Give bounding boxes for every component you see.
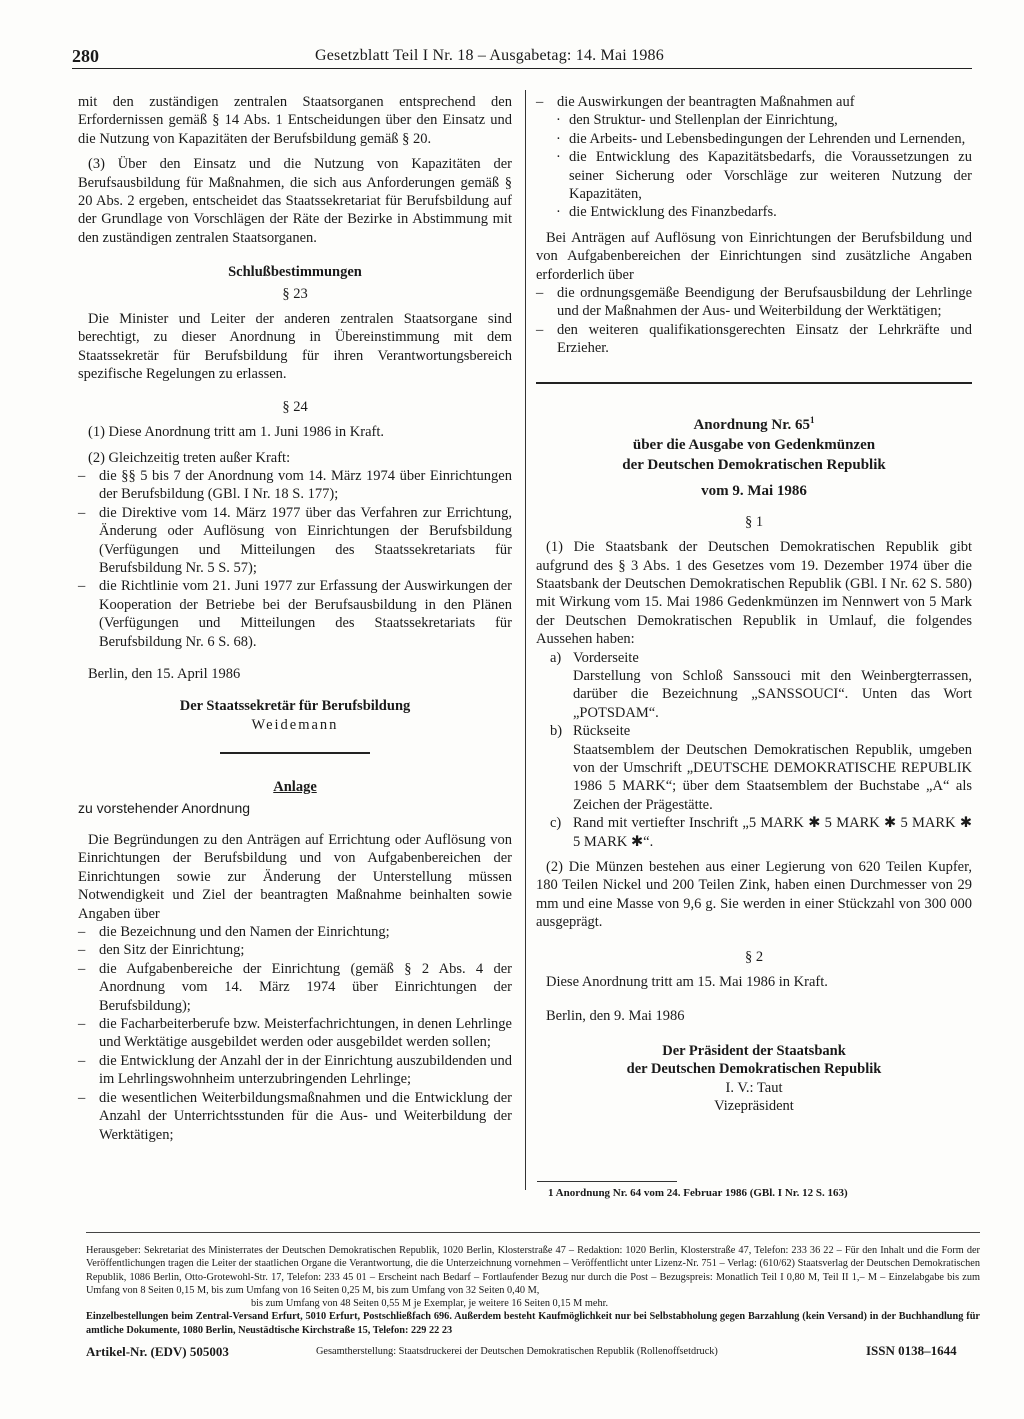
item-label: a) — [550, 649, 562, 666]
issn: ISSN 0138–1644 — [866, 1343, 957, 1358]
separator-rule — [536, 382, 972, 384]
sub-list-item: · die Entwicklung des Kapazitätsbedarfs, die Voraussetzungen zu seiner Sicherung oder Vorschläge zur weiteren Nutzung der Kapazitäten, — [536, 148, 972, 203]
signer-title: Der Präsident der Staatsbank — [662, 1042, 846, 1059]
signer-name: I. V.: Taut — [725, 1079, 783, 1096]
list-item — [536, 814, 972, 851]
paragraph: (1) Die Staatsbank der Deutschen Demokratischen Republik gibt aufgrund des § 3 Abs. 1 des Gesetzes vom 19. Dezember 1974 über die Staatsbank der Deutschen Demokratischen Republik (GBl. I Nr. 62 S. 580) mit Wirkung vom 15. Mai 1986 Gedenkmünzen im Nennwert von 5 Mark der Deutschen Demokratischen Republik in Umlauf, die folgendes Aussehen haben: — [536, 539, 972, 648]
paragraph: mit den zuständigen zentralen Staatsorganen entsprechend den Erfordernissen gemäß § 14 Abs. 1 Entscheidungen über den Einsatz und die Nutzung von Kapazitäten der Berufsbildung gemäß § 20. — [78, 94, 512, 147]
signer-name: Weidemann — [251, 716, 339, 733]
ordinance-date: vom 9. Mai 1986 — [701, 482, 807, 499]
place-date: Berlin, den 9. Mai 1986 — [546, 1008, 685, 1025]
signer-role: Vizepräsident — [714, 1098, 794, 1115]
article-number: Artikel-Nr. (EDV) 505003 — [86, 1344, 229, 1359]
list-item: – die Entwicklung der Anzahl der in der Einrichtung auszubildenden und im Lehrlingswohnheim unterzubringenden Lehrlinge; — [78, 1052, 512, 1089]
imprint-text: Herausgeber: Sekretariat des Ministerrates der Deutschen Demokratischen Republik, 1020 Berlin, Klosterstraße 47 – Redaktion: 1020 Berlin, Klosterstraße 47, Telefon: 233 36 22 – Für den Inhalt und die Form der Veröffentlichungen tragen die Leiter der staatlichen Organe die Verantwortung, die die Unterzeichnung vornehmen – Veröffentlicht unter Lizenz-Nr. 751 – Verlag: (610/62) Staatsverlag der Deutschen Demokratischen Republik, 1086 Berlin, Otto-Grotewohl-Str. 17, Telefon: 233 45 01 – Erscheint nach Bedarf – Fortlaufender Bezug nur durch die Post – Bezugspreis: Monatlich Teil I 0,80 M, Teil II 1,– M – Einzelabgabe bis zum Umfang von 8 Seiten 0,15 M, bis zum Umfang von 16 Seiten 0,25 M, bis zum Umfang von 32 Seiten 0,40 M, — [86, 1245, 980, 1296]
printer-note: Gesamtherstellung: Staatsdruckerei der Deutschen Demokratischen Republik (Rollenoffsetdruck) — [316, 1346, 718, 1357]
ordinance-title — [536, 410, 972, 435]
footnote-rule — [537, 1181, 677, 1182]
list-item: – die Bezeichnung und den Namen der Einrichtung; — [78, 923, 512, 941]
running-header: Gesetzblatt Teil I Nr. 18 – Ausgabetag: 14. Mai 1986 — [315, 47, 664, 64]
item-text: Rand mit vertiefter Inschrift „5 MARK ✱ 5 MARK ✱ 5 MARK ✱ 5 MARK ✱“. — [573, 815, 972, 850]
item-text: Staatsemblem der Deutschen Demokratischen Republik, umgeben von der Umschrift „DEUTSCHE DEMOKRATISCHE REPUBLIK 1986 5 MARK“; über dem Staatsemblem der Buchstabe „A“ als Zeichen der Prägestätte. — [573, 741, 972, 813]
paragraph: Bei Anträgen auf Auflösung von Einrichtungen der Berufsbildung und von Aufgabenbereichen der Einrichtungen sind zusätzliche Angaben erforderlich über — [536, 229, 972, 283]
imprint-rule — [86, 1232, 980, 1233]
list-item: – die ordnungsgemäße Beendigung der Berufsausbildung der Lehrlinge und der Maßnahmen der Aus- und Weiterbildung der Werktätigen; — [536, 284, 972, 321]
separator-rule — [220, 752, 370, 754]
right-column — [536, 93, 972, 1115]
item-heading: Vorderseite — [573, 649, 639, 666]
ordinance-title: über die Ausgabe von Gedenkmünzen — [632, 436, 876, 453]
annex-heading: Anlage — [273, 779, 317, 796]
list-item: – die Richtlinie vom 21. Juni 1977 zur Erfassung der Auswirkungen der Kooperation der Betriebe bei der Berufsausbildung in den Plänen (Verfügungen und Mitteilungen des Staatssekretariats für Berufsbildung Nr. 6 S. 68). — [78, 577, 512, 651]
paragraph: (2) Gleichzeitig treten außer Kraft: — [88, 449, 291, 466]
paragraph: (2) Die Münzen bestehen aus einer Legierung von 620 Teilen Kupfer, 180 Teilen Nickel und 200 Teilen Zink, haben einen Durchmesser von 29 mm und eine Masse von 9,6 g. Sie werden in einer Stückzahl von 300 000 ausgeprägt. — [536, 859, 972, 931]
item-label: c) — [550, 815, 562, 832]
sub-list-item: · die Arbeits- und Lebensbedingungen der Lehrenden und Lernenden, — [536, 130, 972, 148]
signer-title: der Deutschen Demokratischen Republik — [626, 1061, 882, 1078]
paragraph: Diese Anordnung tritt am 15. Mai 1986 in Kraft. — [546, 974, 828, 991]
ordinance-title: der Deutschen Demokratischen Republik — [622, 456, 886, 473]
section-heading: Schlußbestimmungen — [228, 264, 362, 281]
sub-list-item: · die Entwicklung des Finanzbedarfs. — [536, 203, 972, 221]
page-number: 280 — [72, 46, 99, 66]
annex-subtitle: zu vorstehender Anordnung — [78, 799, 251, 816]
sub-list-item: · den Struktur- und Stellenplan der Einrichtung, — [536, 111, 972, 129]
footnote: 1 Anordnung Nr. 64 vom 24. Februar 1986 (GBl. I Nr. 12 S. 163) — [548, 1187, 848, 1199]
list-item — [536, 649, 972, 723]
list-item: – die wesentlichen Weiterbildungsmaßnahmen und die Entwicklung der Anzahl der Unterrichtsstunden für die Aus- und Weiterbildung der Werktätigen; — [78, 1089, 512, 1144]
paragraph: Die Begründungen zu den Anträgen auf Errichtung oder Auflösung von Einrichtungen der Berufsbildung und von Aufgabenbereichen der Einrichtungen sowie zur Änderung der Unterstellung müssen Notwendigkeit und Ziel der beantragten Maßnahme beinhalten sowie Angaben über — [78, 832, 512, 922]
imprint — [86, 1244, 980, 1337]
paragraph: Die Minister und Leiter der anderen zentralen Staatsorgane sind berechtigt, zu dieser Anordnung in Übereinstimmung mit dem Staatssekretär für Berufsbildung für ihren Verantwortungsbereich spezifische Regelungen zu erlassen. — [78, 311, 512, 383]
column-divider — [525, 90, 526, 1190]
list-item — [536, 722, 972, 814]
imprint-text: Einzelbestellungen beim Zentral-Versand Erfurt, 5010 Erfurt, Postschließfach 696. Außerdem besteht Kaufmöglichkeit nur bei Selbstabholung gegen Barzahlung (kein Versand) in der Buchhandlung für amtliche Dokumente, 1080 Berlin, Neustädtische Kirchstraße 15, Telefon: 229 22 23 — [86, 1311, 980, 1336]
list-item: – die Facharbeiterberufe bzw. Meisterfachrichtungen, in denen Lehrlinge und Werktätige ausgebildet werden oder ausgebildet werden sollen; — [78, 1015, 512, 1052]
place-date: Berlin, den 15. April 1986 — [88, 665, 241, 682]
item-label: b) — [550, 723, 563, 740]
section-number: § 24 — [282, 398, 308, 415]
paragraph: (1) Diese Anordnung tritt am 1. Juni 1986 in Kraft. — [88, 424, 384, 441]
section-number: § 1 — [744, 513, 764, 530]
left-column — [78, 93, 512, 1144]
section-number: § 23 — [282, 285, 308, 302]
list-item: – die §§ 5 bis 7 der Anordnung vom 14. März 1974 über Einrichtungen der Berufsbildung (GBl. I Nr. 18 S. 177); — [78, 467, 512, 504]
item-text: Darstellung von Schloß Sanssouci mit den Weinbergterrassen, darüber die Bezeichnung „SANSSOUCI“. Unten das Wort „POTSDAM“. — [573, 667, 972, 721]
list-item: – die Auswirkungen der beantragten Maßnahmen auf — [536, 93, 972, 111]
list-item: – die Direktive vom 14. März 1977 über das Verfahren zur Errichtung, Änderung oder Auflösung von Einrichtungen der Berufsbildung (Verfügungen und Mitteilungen des Staatssekretariats für Berufsbildung Nr. 5 S. 57); — [78, 504, 512, 578]
footnote-marker: 1 — [810, 414, 815, 425]
list-item: – den Sitz der Einrichtung; — [78, 941, 512, 959]
list-item: – den weiteren qualifikationsgerechten Einsatz der Lehrkräfte und Erzieher. — [536, 321, 972, 358]
paragraph: (3) Über den Einsatz und die Nutzung von Kapazitäten der Berufsausbildung für Maßnahmen, die sich aus Anforderungen gemäß § 20 Abs. 2 ergeben, entscheidet das Staatssekretariat für Berufsbildung auf der Grundlage von Vorschlägen der Räte der Bezirke in Abstimmung mit den zuständigen zentralen Staatsorganen. — [78, 156, 512, 246]
header-rule — [72, 68, 972, 69]
item-heading: Rückseite — [573, 723, 631, 740]
imprint-text: bis zum Umfang von 48 Seiten 0,55 M je Exemplar, je weitere 16 Seiten 0,15 M mehr. — [251, 1298, 609, 1310]
signer-title: Der Staatssekretär für Berufsbildung — [179, 698, 411, 715]
section-number: § 2 — [744, 948, 764, 965]
ordinance-title-text: Anordnung Nr. 65 — [693, 416, 811, 433]
list-item: – die Aufgabenbereiche der Einrichtung (gemäß § 2 Abs. 4 der Anordnung vom 14. März 1974 über Einrichtungen der Berufsbildung); — [78, 960, 512, 1015]
